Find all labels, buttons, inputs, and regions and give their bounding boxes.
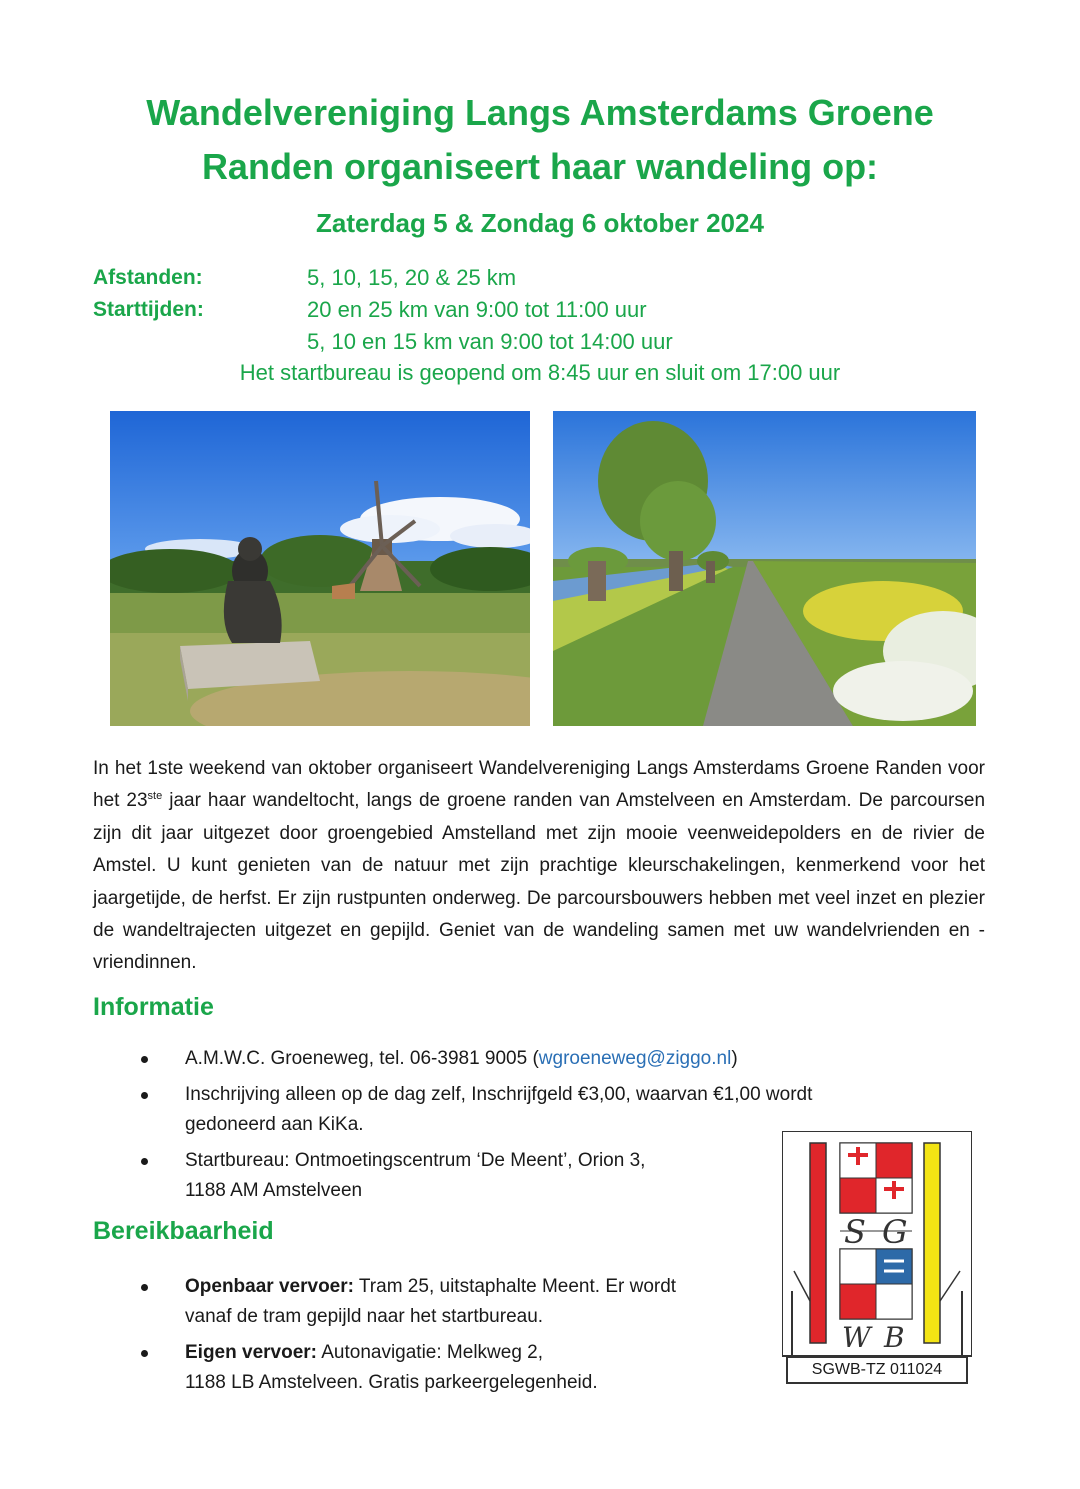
startbureau-hours: Het startbureau is geopend om 8:45 uur en sluit om 17:00 uur — [239, 360, 841, 385]
own-transport-label: Eigen vervoer: — [185, 1342, 317, 1363]
startbureau-address-line-2: 1188 AM Amstelveen — [185, 1180, 363, 1201]
bullet-icon — [141, 1056, 148, 1063]
intro-paragraph — [93, 753, 985, 980]
title-line-2: Randen organiseert haar wandeling op: — [201, 146, 879, 187]
informatie-heading: Informatie — [93, 993, 214, 1021]
windmill-statue-photo — [110, 411, 530, 726]
bullet-icon — [141, 1284, 148, 1291]
logo-letter-w: W — [842, 1321, 871, 1354]
list-item — [93, 1080, 813, 1140]
own-transport-line-1: Autonavigatie: Melkweg 2, — [317, 1342, 544, 1363]
sgwb-logo — [782, 1131, 972, 1387]
informatie-list — [93, 1044, 813, 1212]
bereikbaarheid-list — [93, 1272, 773, 1404]
list-item — [93, 1272, 773, 1332]
bullet-icon — [141, 1158, 148, 1165]
title-line-1: Wandelvereniging Langs Amsterdams Groene — [146, 92, 934, 133]
tour-code: SGWB-TZ 011024 — [786, 1356, 968, 1384]
bereikbaarheid-heading: Bereikbaarheid — [93, 1217, 274, 1245]
logo-letter-b: B — [884, 1321, 905, 1354]
list-item — [93, 1338, 773, 1398]
starttijden-value-1: 20 en 25 km van 9:00 tot 11:00 uur — [307, 297, 647, 322]
event-date: Zaterdag 5 & Zondag 6 oktober 2024 — [316, 208, 764, 238]
starttijden-value-2: 5, 10 en 15 km van 9:00 tot 14:00 uur — [307, 329, 673, 354]
intro-part-1: In het 1ste weekend van oktober organiseert Wandelvereniging Langs Amsterdams Groene Randen voor het 23 — [93, 758, 985, 812]
logo-letter-g: G — [882, 1213, 908, 1251]
intro-part-2: jaar haar wandeltocht, langs de groene randen van Amstelveen en Amsterdam. De parcoursen zijn dit jaar uitgezet door groengebied Amstelland met zijn mooie veenweidepolders en de rivier de Amstel. U kunt genieten van de natuur met zijn prachtige kleurschakelingen, kenmerkend voor het jaargetijde, de herfst. Er zijn rustpunten onderweg. De parcoursbouwers hebben met veel inzet en plezier de wandeltrajecten uitgezet en gepijld. Geniet van de wandeling samen met uw wandelvrienden en -vriendinnen. — [93, 790, 986, 974]
bullet-icon — [141, 1092, 148, 1099]
afstanden-label: Afstanden: — [93, 266, 203, 289]
public-transport-label: Openbaar vervoer: — [185, 1276, 354, 1297]
public-transport-line-2: vanaf de tram gepijld naar het startbureau. — [185, 1306, 544, 1327]
logo-letter-s: S — [844, 1213, 866, 1251]
startbureau-address-line-1: Startbureau: Ontmoetingscentrum ‘De Meent’, Orion 3, — [185, 1150, 646, 1171]
contact-text: A.M.W.C. Groeneweg, tel. 06-3981 9005 ( — [185, 1048, 539, 1069]
contact-close: ) — [731, 1048, 738, 1069]
list-item — [93, 1044, 813, 1074]
list-item — [93, 1146, 813, 1206]
afstanden-value: 5, 10, 15, 20 & 25 km — [307, 265, 517, 290]
bullet-icon — [141, 1350, 148, 1357]
own-transport-line-2: 1188 LB Amstelveen. Gratis parkeergelegenheid. — [185, 1372, 598, 1393]
intro-superscript: ste — [147, 790, 163, 803]
starttijden-label: Starttijden: — [93, 298, 204, 321]
public-transport-line-1: Tram 25, uitstaphalte Meent. Er wordt — [353, 1276, 677, 1297]
registration-line-2: gedoneerd aan KiKa. — [185, 1114, 364, 1135]
registration-line-1: Inschrijving alleen op de dag zelf, Inschrijfgeld €3,00, waarvan €1,00 wordt — [185, 1084, 813, 1105]
willow-path-photo — [553, 411, 976, 726]
email-link[interactable]: wgroeneweg@ziggo.nl — [538, 1048, 732, 1069]
page-title — [60, 86, 1020, 194]
